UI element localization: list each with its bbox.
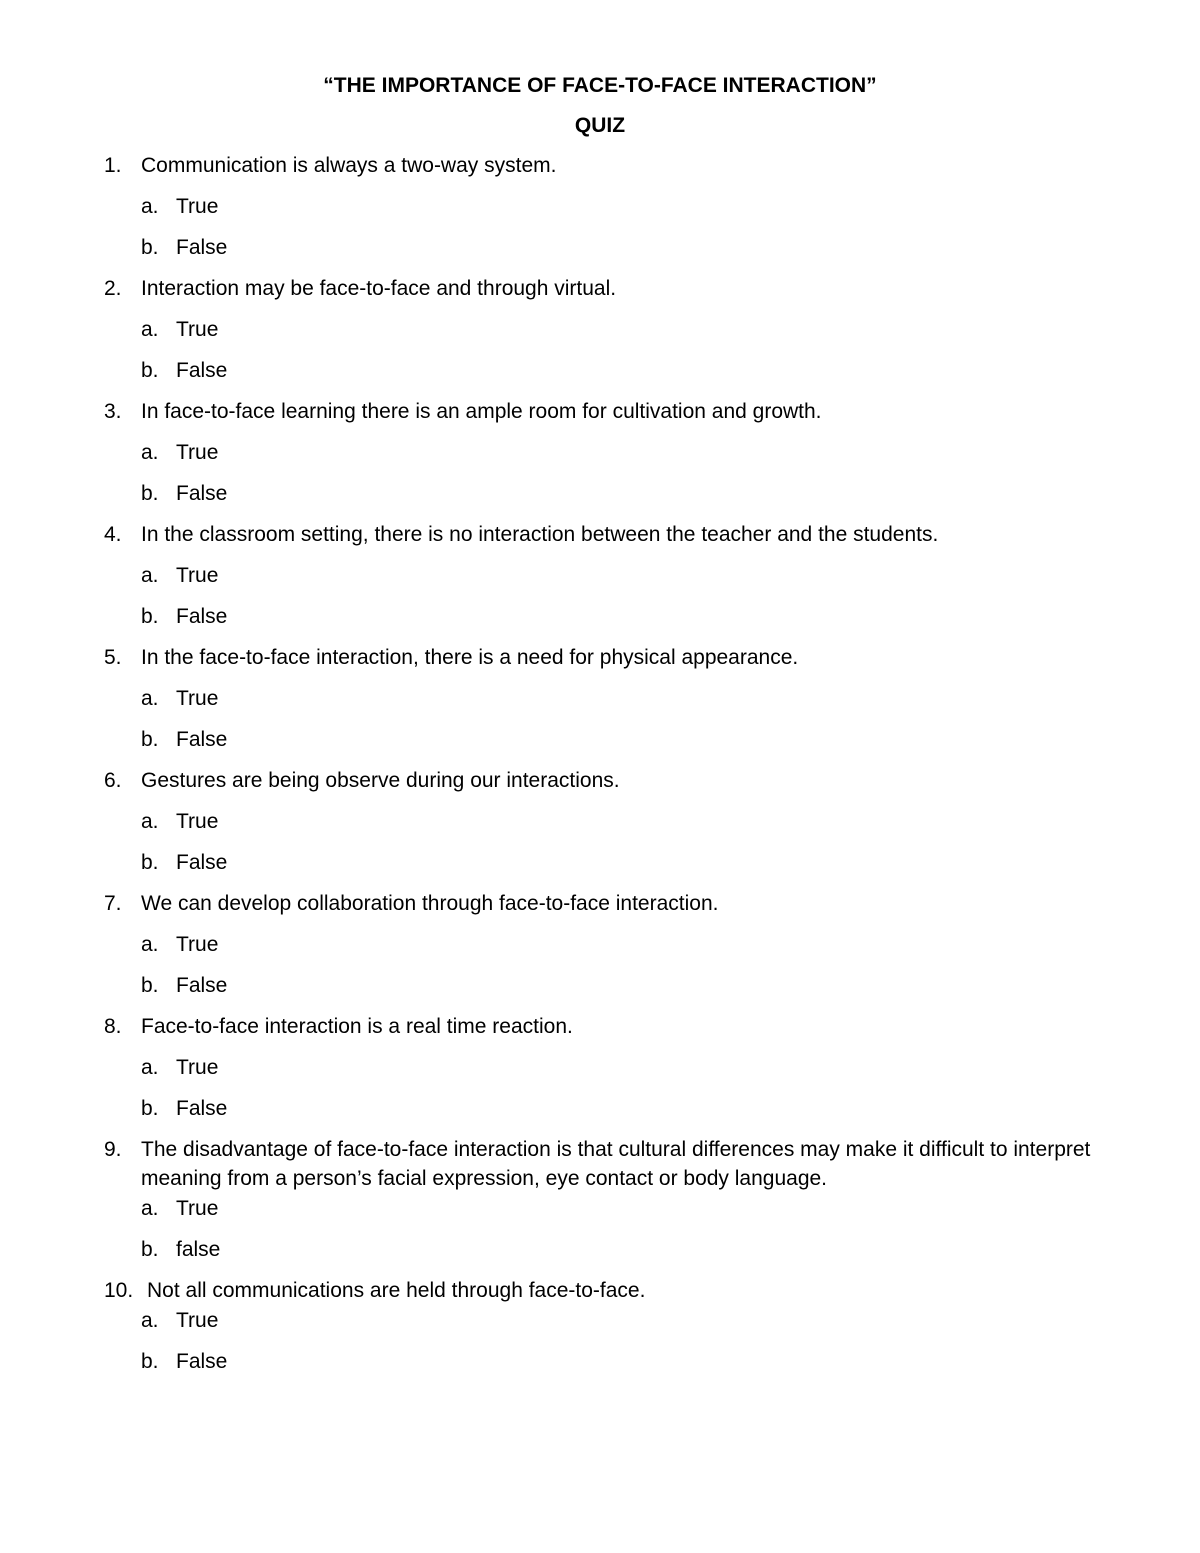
option-text: True <box>176 564 219 587</box>
option-letter: b. <box>141 974 159 997</box>
option-9b <box>141 1235 1134 1264</box>
option-letter: a. <box>141 687 159 710</box>
question-text: Gestures are being observe during our interactions. <box>141 769 620 792</box>
option-letter: a. <box>141 318 159 341</box>
question-number: 8. <box>104 1015 122 1038</box>
question-text: Interaction may be face-to-face and through virtual. <box>141 277 617 300</box>
question-number: 2. <box>104 277 122 300</box>
option-7b <box>141 971 1134 1000</box>
option-letter: b. <box>141 359 159 382</box>
option-text: False <box>176 1097 228 1120</box>
option-letter: b. <box>141 605 159 628</box>
option-8b <box>141 1094 1134 1123</box>
option-letter: a. <box>141 1197 159 1220</box>
option-6a <box>141 807 1134 836</box>
option-8a <box>141 1053 1134 1082</box>
option-text: False <box>176 728 228 751</box>
option-text: False <box>176 605 228 628</box>
option-letter: a. <box>141 564 159 587</box>
question-number: 9. <box>104 1138 122 1161</box>
option-6b <box>141 848 1134 877</box>
question-number: 6. <box>104 769 122 792</box>
option-text: True <box>176 195 219 218</box>
option-text: True <box>176 318 219 341</box>
option-text: True <box>176 1056 219 1079</box>
option-letter: a. <box>141 195 159 218</box>
question-number: 4. <box>104 523 122 546</box>
option-text: False <box>176 851 228 874</box>
option-letter: b. <box>141 1350 159 1373</box>
option-letter: b. <box>141 1238 159 1261</box>
option-text: False <box>176 236 228 259</box>
question-text: In the classroom setting, there is no interaction between the teacher and the students. <box>141 523 939 546</box>
question-text: In the face-to-face interaction, there is a need for physical appearance. <box>141 646 799 669</box>
question-3 <box>104 397 1134 426</box>
option-1a <box>141 192 1134 221</box>
option-10b <box>141 1347 1134 1376</box>
question-7 <box>104 889 1134 918</box>
option-letter: a. <box>141 1056 159 1079</box>
option-text: True <box>176 687 219 710</box>
question-5 <box>104 643 1134 672</box>
option-letter: a. <box>141 810 159 833</box>
question-text: Communication is always a two-way system. <box>141 154 557 177</box>
option-3a <box>141 438 1134 467</box>
option-letter: a. <box>141 441 159 464</box>
option-2b <box>141 356 1134 385</box>
option-text: True <box>176 933 219 956</box>
question-number: 3. <box>104 400 122 423</box>
option-text: True <box>176 1309 219 1332</box>
option-text: True <box>176 810 219 833</box>
option-letter: b. <box>141 851 159 874</box>
question-number: 10. <box>104 1279 134 1302</box>
option-text: False <box>176 1350 228 1373</box>
option-letter: b. <box>141 236 159 259</box>
document-title: “THE IMPORTANCE OF FACE-TO-FACE INTERACTION” <box>323 74 877 97</box>
option-2a <box>141 315 1134 344</box>
option-letter: b. <box>141 728 159 751</box>
option-5b <box>141 725 1134 754</box>
option-4a <box>141 561 1134 590</box>
question-4 <box>104 520 1134 549</box>
option-text: True <box>176 441 219 464</box>
option-text: False <box>176 359 228 382</box>
option-letter: a. <box>141 933 159 956</box>
option-9a <box>141 1194 1134 1223</box>
question-1 <box>104 151 1134 180</box>
question-number: 5. <box>104 646 122 669</box>
question-text: We can develop collaboration through face-to-face interaction. <box>141 892 719 915</box>
option-5a <box>141 684 1134 713</box>
question-2 <box>104 274 1134 303</box>
option-text: False <box>176 482 228 505</box>
option-10a <box>141 1306 1134 1335</box>
question-text: Not all communications are held through face-to-face. <box>147 1279 646 1302</box>
option-text: True <box>176 1197 219 1220</box>
question-10 <box>104 1276 1134 1305</box>
question-text: Face-to-face interaction is a real time reaction. <box>141 1015 573 1038</box>
option-text: false <box>176 1238 221 1261</box>
question-text: The disadvantage of face-to-face interaction is that cultural differences may make it difficult to interpret meaning from a person’s facial expression, eye contact or body language. <box>141 1138 1091 1190</box>
option-3b <box>141 479 1134 508</box>
document-subtitle: QUIZ <box>574 114 626 137</box>
question-8 <box>104 1012 1134 1041</box>
option-text: False <box>176 974 228 997</box>
question-6 <box>104 766 1134 795</box>
option-1b <box>141 233 1134 262</box>
option-7a <box>141 930 1134 959</box>
question-number: 1. <box>104 154 122 177</box>
question-9 <box>104 1135 1134 1193</box>
option-4b <box>141 602 1134 631</box>
question-number: 7. <box>104 892 122 915</box>
option-letter: a. <box>141 1309 159 1332</box>
option-letter: b. <box>141 482 159 505</box>
quiz-list <box>104 151 1134 1388</box>
option-letter: b. <box>141 1097 159 1120</box>
question-text: In face-to-face learning there is an ample room for cultivation and growth. <box>141 400 822 423</box>
